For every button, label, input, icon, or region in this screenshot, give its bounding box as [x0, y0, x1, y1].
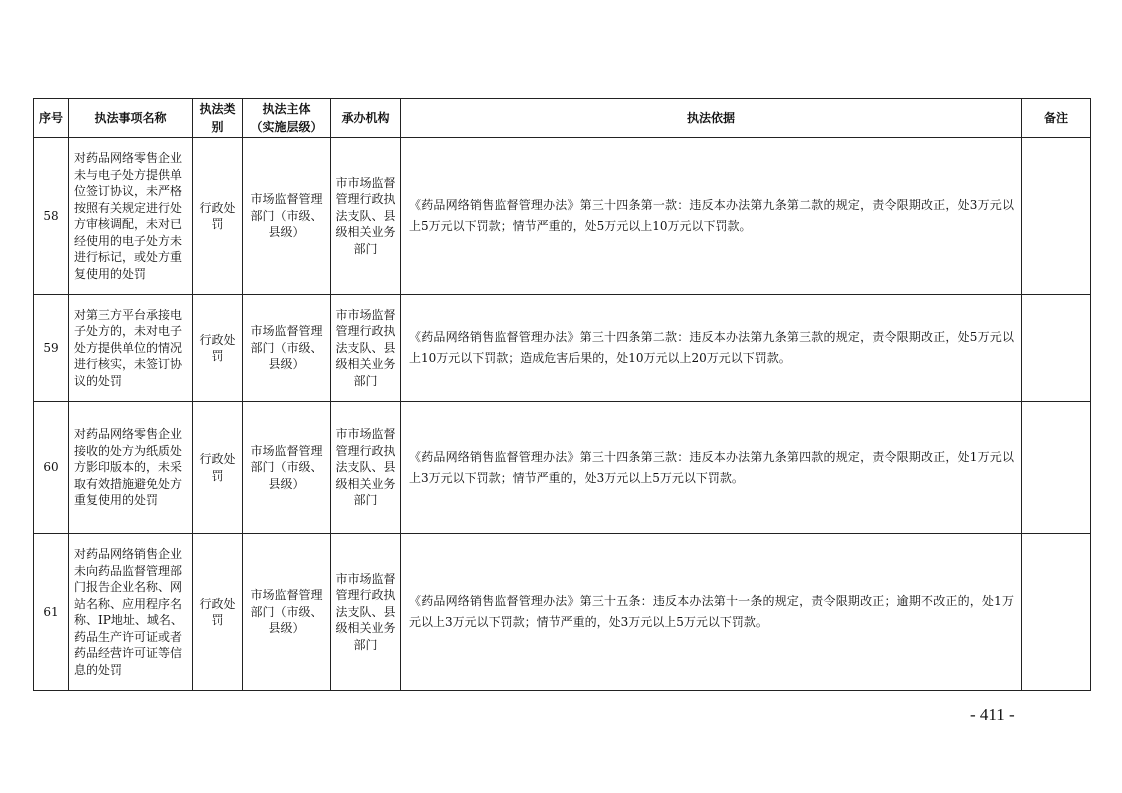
page-number: - 411 - — [970, 705, 1015, 724]
row-no: 60 — [34, 402, 69, 534]
header-no: 序号 — [34, 99, 69, 138]
table-header-row — [34, 99, 1091, 138]
row-subject: 市场监督管理部门（市级、县级） — [243, 402, 331, 534]
row-subject: 市场监督管理部门（市级、县级） — [243, 138, 331, 295]
row-agency: 市市场监督管理行政执法支队、县级相关业务部门 — [331, 138, 401, 295]
row-no: 61 — [34, 534, 69, 691]
row-category: 行政处罚 — [193, 534, 243, 691]
table-row — [34, 402, 1091, 534]
row-no: 59 — [34, 295, 69, 402]
header-remark: 备注 — [1022, 99, 1091, 138]
enforcement-table — [33, 98, 1091, 691]
row-remark — [1022, 402, 1091, 534]
row-category: 行政处罚 — [193, 138, 243, 295]
header-basis: 执法依据 — [401, 99, 1022, 138]
row-no: 58 — [34, 138, 69, 295]
header-name: 执法事项名称 — [69, 99, 193, 138]
row-basis: 《药品网络销售监督管理办法》第三十四条第一款：违反本办法第九条第二款的规定，责令限期改正，处3万元以上5万元以下罚款；情节严重的，处5万元以上10万元以下罚款。 — [401, 138, 1022, 295]
row-name: 对药品网络零售企业未与电子处方提供单位签订协议，未严格按照有关规定进行处方审核调配，未对已经使用的电子处方未进行标记，或处方重复使用的处罚 — [69, 138, 193, 295]
row-basis: 《药品网络销售监督管理办法》第三十四条第三款：违反本办法第九条第四款的规定，责令限期改正，处1万元以上3万元以下罚款；情节严重的，处3万元以上5万元以下罚款。 — [401, 402, 1022, 534]
table-row — [34, 295, 1091, 402]
header-agency: 承办机构 — [331, 99, 401, 138]
row-agency: 市市场监督管理行政执法支队、县级相关业务部门 — [331, 534, 401, 691]
header-subject — [243, 99, 331, 138]
row-subject: 市场监督管理部门（市级、县级） — [243, 534, 331, 691]
header-category: 执法类别 — [193, 99, 243, 138]
row-remark — [1022, 295, 1091, 402]
row-name: 对第三方平台承接电子处方的，未对电子处方提供单位的情况进行核实，未签订协议的处罚 — [69, 295, 193, 402]
header-subject-line2: （实施层级） — [250, 120, 323, 134]
row-category: 行政处罚 — [193, 402, 243, 534]
row-agency: 市市场监督管理行政执法支队、县级相关业务部门 — [331, 402, 401, 534]
table-row — [34, 534, 1091, 691]
row-basis: 《药品网络销售监督管理办法》第三十四条第二款：违反本办法第九条第三款的规定，责令限期改正，处5万元以上10万元以下罚款；造成危害后果的，处10万元以上20万元以下罚款。 — [401, 295, 1022, 402]
row-name: 对药品网络零售企业接收的处方为纸质处方影印版本的，未采取有效措施避免处方重复使用的处罚 — [69, 402, 193, 534]
header-subject-line1: 执法主体 — [262, 102, 311, 116]
row-name: 对药品网络销售企业未向药品监督管理部门报告企业名称、网站名称、应用程序名称、IP地址、域名、药品生产许可证或者药品经营许可证等信息的处罚 — [69, 534, 193, 691]
row-agency: 市市场监督管理行政执法支队、县级相关业务部门 — [331, 295, 401, 402]
table-row — [34, 138, 1091, 295]
row-subject: 市场监督管理部门（市级、县级） — [243, 295, 331, 402]
row-remark — [1022, 138, 1091, 295]
row-basis: 《药品网络销售监督管理办法》第三十五条：违反本办法第十一条的规定，责令限期改正；逾期不改正的，处1万元以上3万元以下罚款；情节严重的，处3万元以上5万元以下罚款。 — [401, 534, 1022, 691]
row-remark — [1022, 534, 1091, 691]
row-category: 行政处罚 — [193, 295, 243, 402]
